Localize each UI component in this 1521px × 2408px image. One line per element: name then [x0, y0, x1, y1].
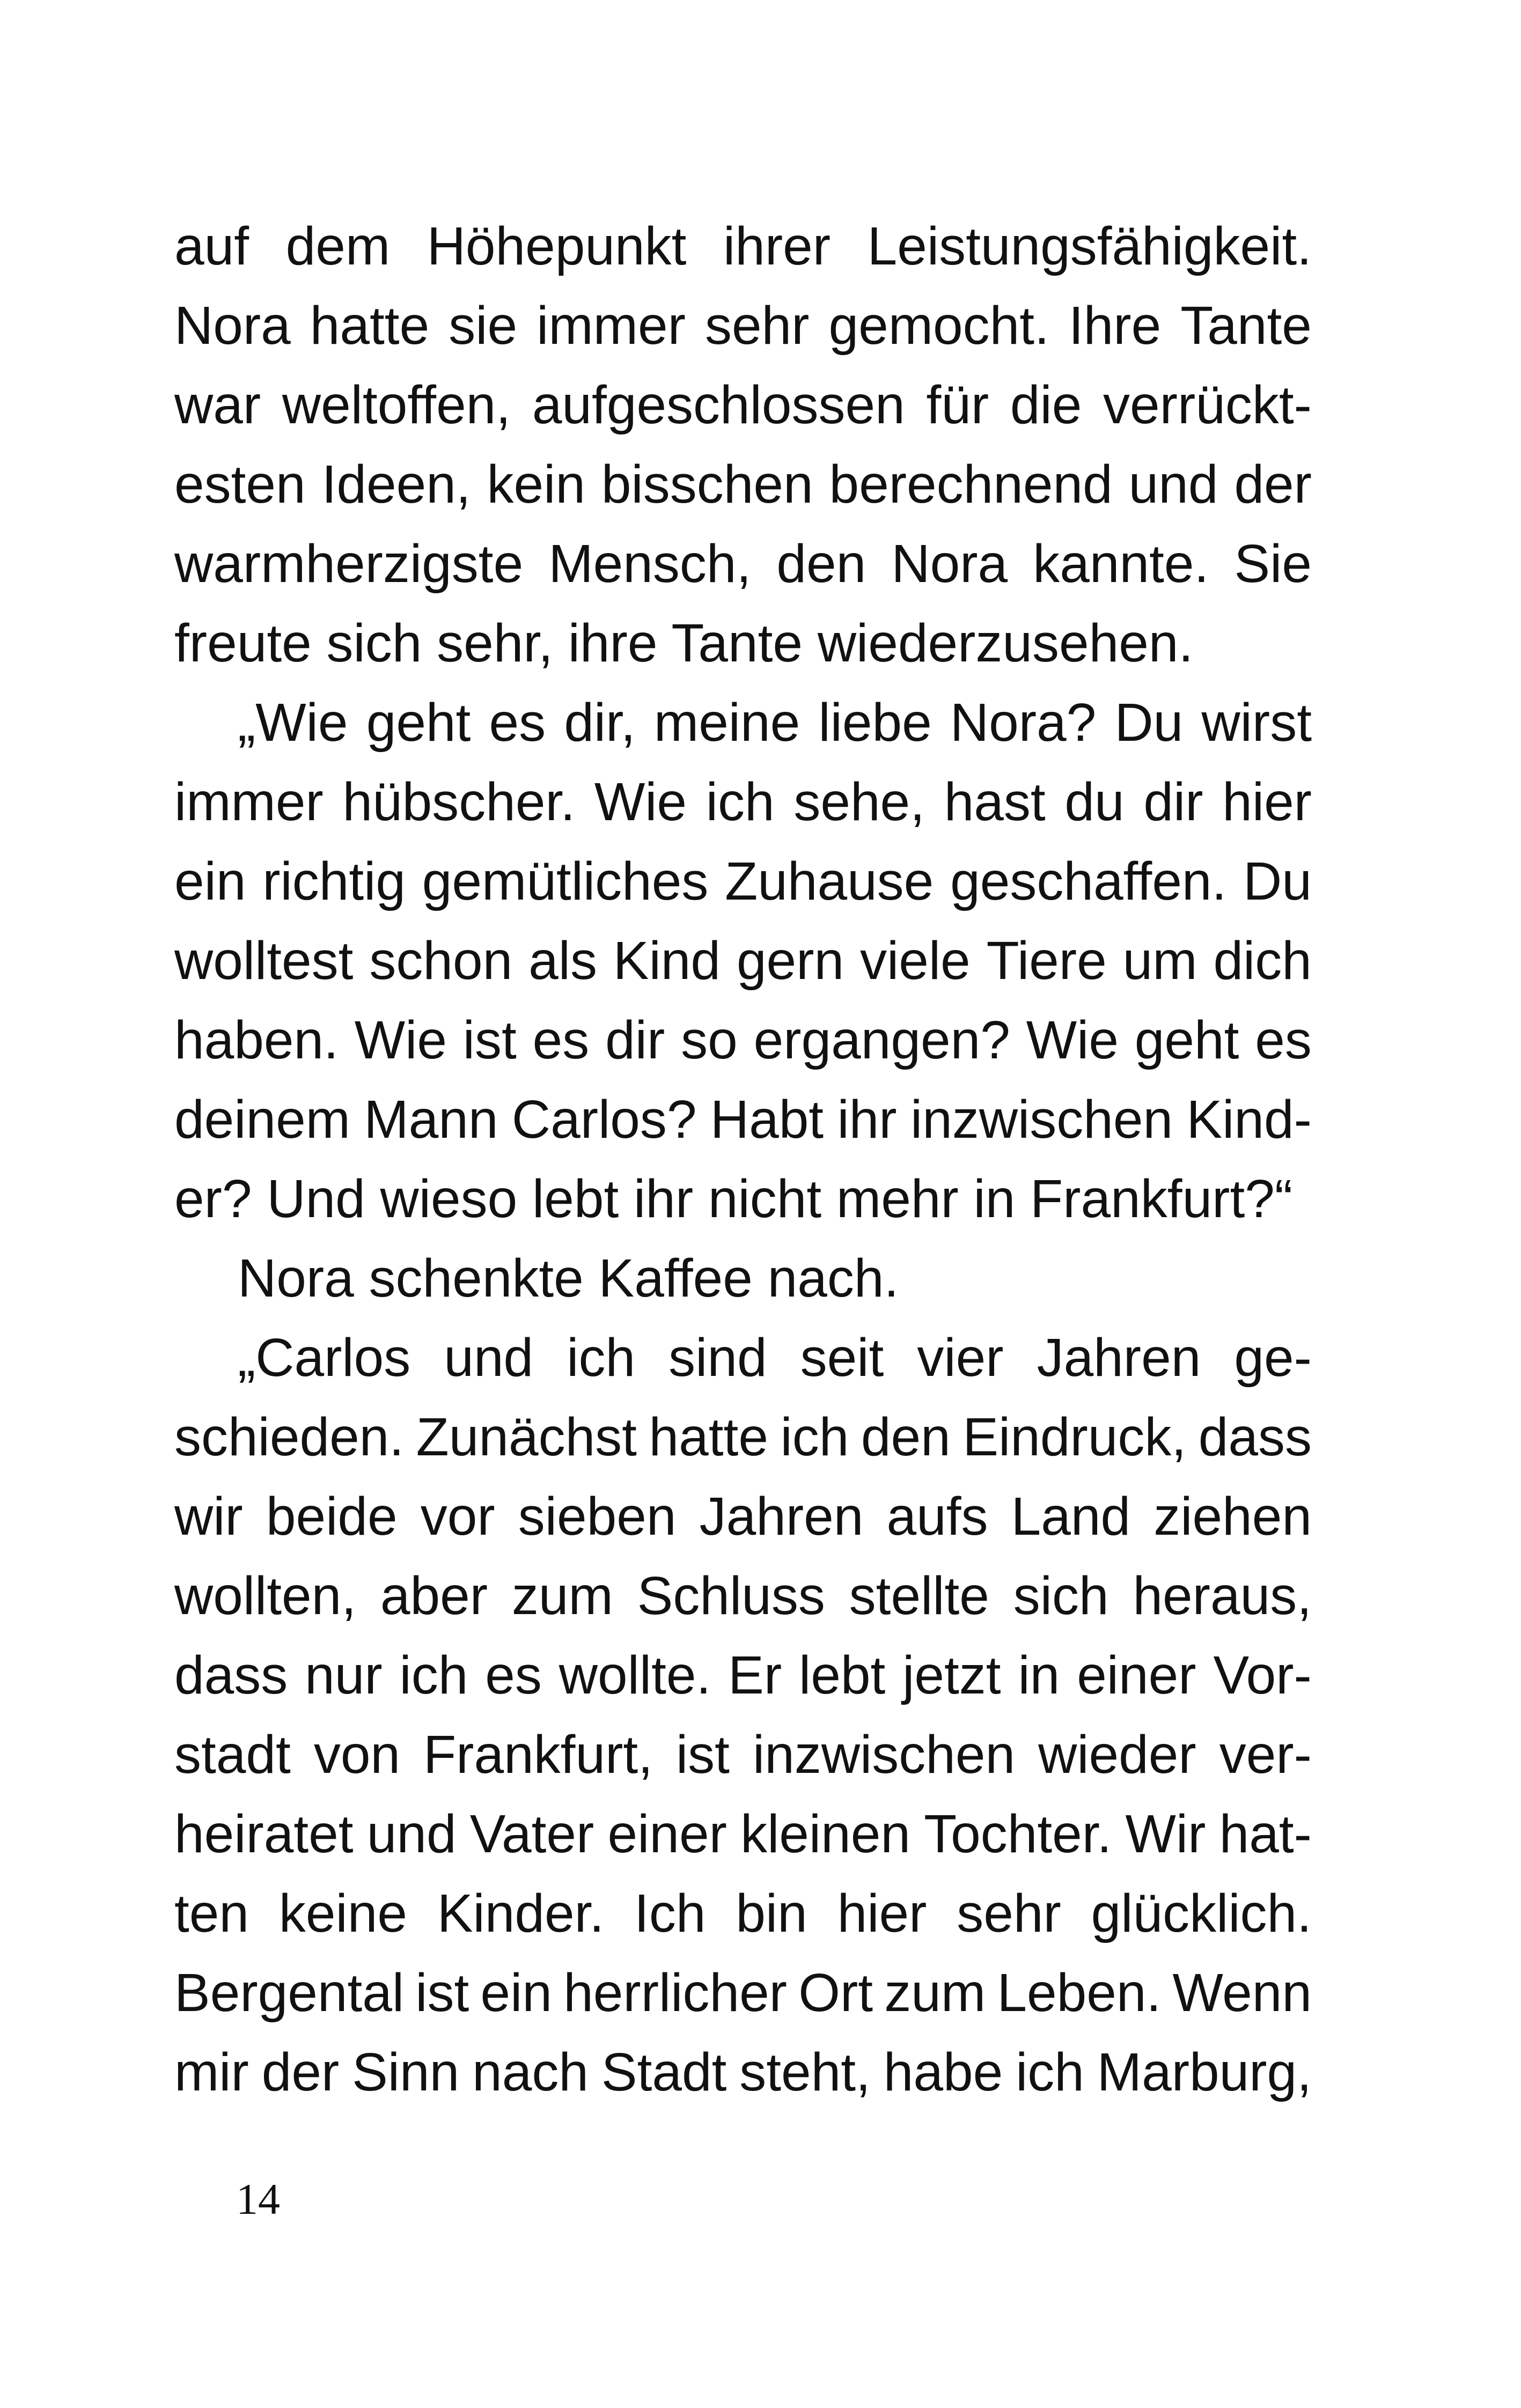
word: seit	[800, 1328, 884, 1388]
word: hier	[837, 1883, 927, 1943]
text-line: er? Und wieso lebt ihr nicht mehr in Frankfurt?“	[174, 1169, 1293, 1229]
word: Kinder.	[437, 1883, 605, 1943]
text-line	[174, 1953, 1312, 2033]
word: immer	[174, 772, 324, 832]
word: aufgeschlossen	[532, 375, 905, 435]
text-line	[174, 842, 1312, 921]
text-line	[174, 286, 1312, 365]
word: ergangen?	[753, 1010, 1010, 1070]
text-line	[174, 921, 1312, 1000]
word: dass	[174, 1645, 288, 1705]
word: inzwischen	[910, 1089, 1173, 1150]
word: wieder	[1038, 1725, 1196, 1785]
word: Zunächst	[416, 1407, 637, 1467]
word: haben.	[174, 1010, 339, 1070]
word: zum	[511, 1566, 613, 1626]
text-line: Nora schenkte Kaffee nach.	[238, 1248, 899, 1308]
word: geschaffen.	[950, 851, 1227, 911]
text-line	[174, 1556, 1312, 1636]
word: lebt	[799, 1645, 886, 1705]
word: sie	[449, 296, 518, 356]
text-line	[174, 207, 1312, 286]
word: dir	[605, 1010, 665, 1070]
word: schieden.	[174, 1407, 405, 1467]
text-line	[174, 1080, 1312, 1159]
word: immer	[537, 296, 686, 356]
word: Carlos?	[511, 1089, 697, 1150]
word: den	[861, 1407, 951, 1467]
word: für	[926, 375, 989, 435]
word: sieben	[518, 1486, 677, 1547]
word: Frankfurt,	[423, 1725, 653, 1785]
word: nach	[472, 2042, 589, 2102]
word: hatte	[649, 1407, 768, 1467]
word: auf	[174, 216, 249, 276]
word: geht	[1134, 1010, 1239, 1070]
word: stadt	[174, 1725, 291, 1785]
word: sehr	[704, 296, 810, 356]
word: kleinen	[740, 1804, 910, 1864]
word: gemocht.	[828, 296, 1049, 356]
text-line	[174, 1477, 1312, 1556]
word: du	[1064, 772, 1125, 832]
word: ihr	[837, 1089, 897, 1150]
word: es	[1255, 1010, 1312, 1070]
word: ein	[174, 851, 246, 911]
word: Du	[1114, 693, 1184, 753]
word: Vor-	[1213, 1645, 1312, 1705]
word: Kind-	[1186, 1089, 1312, 1150]
word: ein	[480, 1963, 552, 2023]
word: Schluss	[637, 1566, 825, 1626]
word: steht,	[739, 2042, 871, 2102]
word: esten	[174, 454, 306, 514]
word: berechnend	[829, 454, 1113, 514]
word: sich	[1013, 1566, 1109, 1626]
word: nur	[305, 1645, 383, 1705]
word: Sie	[1234, 534, 1312, 594]
word: der	[1234, 454, 1312, 514]
word: Kind	[613, 931, 721, 991]
word: dass	[1198, 1407, 1312, 1467]
word: hier	[1222, 772, 1312, 832]
word: deinem	[174, 1089, 350, 1150]
word: gemütliches	[422, 851, 709, 911]
word: inzwischen	[752, 1725, 1016, 1785]
word: Zuhause	[725, 851, 934, 911]
text-line	[174, 1636, 1312, 1715]
word: Du	[1243, 851, 1312, 911]
word: hübscher.	[342, 772, 576, 832]
text-line	[174, 1715, 1312, 1794]
word: Sinn	[352, 2042, 460, 2102]
word: vor	[420, 1486, 495, 1547]
word: den	[776, 534, 866, 594]
word: „Carlos	[238, 1328, 411, 1388]
word: ist	[462, 1010, 517, 1070]
word: wollte.	[559, 1645, 711, 1705]
word: ich	[706, 772, 775, 832]
word: es	[532, 1010, 590, 1070]
word: Ideen,	[321, 454, 471, 514]
text-line	[174, 524, 1312, 603]
word: ziehen	[1153, 1486, 1312, 1547]
word: und	[1128, 454, 1218, 514]
word: heraus,	[1133, 1566, 1312, 1626]
word: Nora?	[950, 693, 1097, 753]
word: richtig	[262, 851, 406, 911]
word: Nora	[174, 296, 291, 356]
word: Mensch,	[548, 534, 752, 594]
word: Tiere	[986, 931, 1107, 991]
word: kein	[487, 454, 585, 514]
word: Eindruck,	[962, 1407, 1187, 1467]
word: sehr	[957, 1883, 1061, 1943]
word: ist	[415, 1963, 469, 2023]
word: von	[313, 1725, 401, 1785]
word: der	[261, 2042, 340, 2102]
text-line	[174, 445, 1312, 524]
word: einer	[607, 1804, 727, 1864]
word: zum	[884, 1963, 986, 2023]
word: in	[1018, 1645, 1060, 1705]
word: keine	[278, 1883, 407, 1943]
word: so	[681, 1010, 738, 1070]
word: dir	[1143, 772, 1203, 832]
word: sehe,	[793, 772, 925, 832]
text-line	[174, 1397, 1312, 1477]
word: Leistungsfähigkeit.	[867, 216, 1312, 276]
word: aufs	[886, 1486, 988, 1547]
word: aber	[380, 1566, 488, 1626]
word: Marburg,	[1097, 2042, 1312, 2102]
word: ten	[174, 1883, 249, 1943]
word: Wie	[354, 1010, 447, 1070]
word: war	[174, 375, 261, 435]
body-text	[174, 207, 1312, 2112]
word: meine	[653, 693, 800, 753]
page-number: 14	[236, 2175, 280, 2223]
word: ist	[675, 1725, 730, 1785]
text-line	[174, 1874, 1312, 1953]
word: Habt	[710, 1089, 824, 1150]
word: verrückt-	[1103, 375, 1312, 435]
word: viele	[860, 931, 971, 991]
word: ver-	[1219, 1725, 1312, 1785]
word: Stadt	[601, 2042, 727, 2102]
word: habe	[883, 2042, 1003, 2102]
word: liebe	[818, 693, 932, 753]
word: Jahren	[1037, 1328, 1201, 1388]
word: ihrer	[723, 216, 831, 276]
word: wolltest	[174, 931, 354, 991]
word: jetzt	[902, 1645, 1001, 1705]
word: vier	[917, 1328, 1004, 1388]
word: Land	[1011, 1486, 1131, 1547]
word: dem	[285, 216, 391, 276]
word: und	[366, 1804, 457, 1864]
text-line: freute sich sehr, ihre Tante wiederzusehen.	[174, 613, 1194, 673]
word: Tante	[1180, 296, 1312, 356]
word: Vater	[469, 1804, 594, 1864]
text-line	[174, 683, 1312, 762]
word: ge-	[1234, 1328, 1312, 1388]
word: „Wie	[238, 693, 348, 753]
text-line	[174, 1000, 1312, 1080]
word: wollten,	[174, 1566, 357, 1626]
word: ich	[1016, 2042, 1084, 2102]
text-line	[174, 365, 1312, 445]
word: warmherzigste	[174, 534, 524, 594]
word: wir	[174, 1486, 243, 1547]
word: Jahren	[699, 1486, 864, 1547]
word: wirst	[1201, 693, 1312, 753]
word: weltoffen,	[282, 375, 511, 435]
text-line	[174, 2033, 1312, 2112]
text-line	[174, 1794, 1312, 1874]
word: ich	[399, 1645, 468, 1705]
word: die	[1010, 375, 1082, 435]
word: und	[444, 1328, 534, 1388]
word: bin	[736, 1883, 807, 1943]
word: einer	[1077, 1645, 1196, 1705]
word: Wenn	[1172, 1963, 1312, 2023]
word: mir	[174, 2042, 249, 2102]
word: kannte.	[1033, 534, 1209, 594]
word: ich	[567, 1328, 636, 1388]
word: hast	[944, 772, 1046, 832]
word: schon	[369, 931, 513, 991]
word: um	[1122, 931, 1197, 991]
word: stellte	[849, 1566, 989, 1626]
word: dir,	[564, 693, 636, 753]
text-line	[174, 1318, 1312, 1397]
word: Wie	[1026, 1010, 1119, 1070]
word: herrlicher	[563, 1963, 787, 2023]
word: es	[485, 1645, 542, 1705]
word: dich	[1213, 931, 1312, 991]
word: heiratet	[174, 1804, 354, 1864]
word: es	[489, 693, 546, 753]
word: Höhepunkt	[427, 216, 687, 276]
word: Bergental	[174, 1963, 405, 2023]
word: Tochter.	[924, 1804, 1112, 1864]
word: gern	[736, 931, 844, 991]
word: Wie	[594, 772, 687, 832]
word: Mann	[364, 1089, 498, 1150]
word: hat-	[1219, 1804, 1312, 1864]
word: hatte	[310, 296, 430, 356]
word: sind	[668, 1328, 767, 1388]
word: geht	[366, 693, 471, 753]
word: beide	[266, 1486, 398, 1547]
word: als	[528, 931, 597, 991]
word: Ich	[634, 1883, 706, 1943]
word: Ihre	[1068, 296, 1162, 356]
word: Er	[728, 1645, 782, 1705]
word: Wir	[1125, 1804, 1206, 1864]
word: ich	[780, 1407, 849, 1467]
text-line	[174, 762, 1312, 842]
word: Leben.	[997, 1963, 1162, 2023]
word: glücklich.	[1091, 1883, 1312, 1943]
word: Ort	[798, 1963, 873, 2023]
word: bisschen	[601, 454, 813, 514]
word: Nora	[891, 534, 1008, 594]
